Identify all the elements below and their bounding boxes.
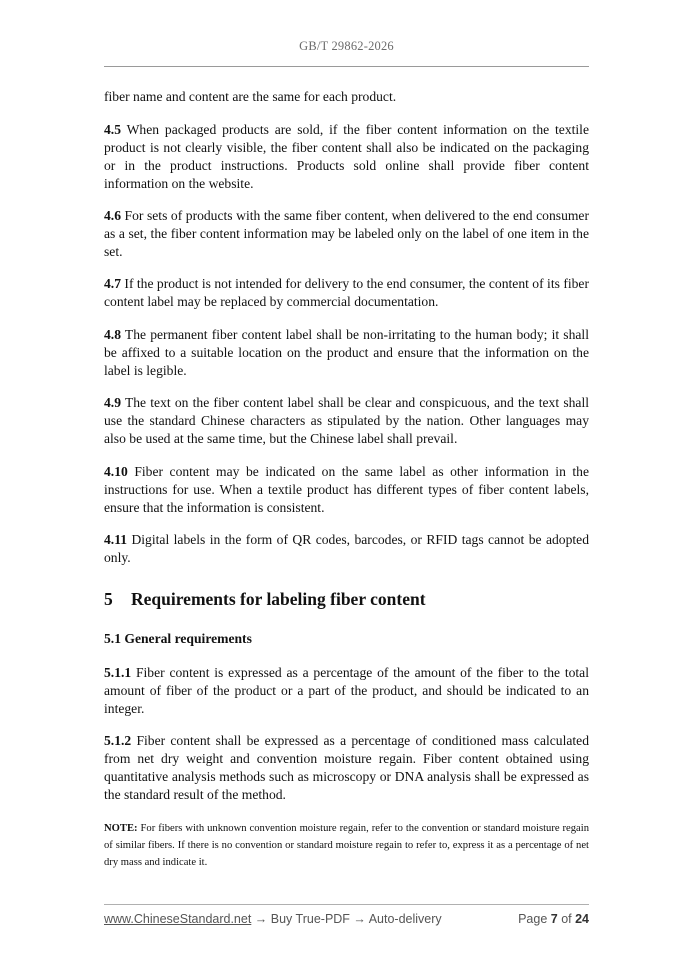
of-word: of xyxy=(557,912,576,926)
page-word: Page xyxy=(518,912,551,926)
page-total: 24 xyxy=(575,912,589,926)
clause-text: Fiber content is expressed as a percentage of the amount of the fiber to the total amount of fiber of the product or a part of the product, and should be indicated to an integer. xyxy=(104,665,589,716)
clause-number: 5.1.2 xyxy=(104,733,132,748)
clause-text: When packaged products are sold, if the fiber content information on the textile product is not clearly visible, the fiber content shall also be indicated on the packaging or in the product instructions. Products sold online shall provide fiber content information on the website. xyxy=(104,122,589,191)
clause-text: If the product is not intended for delivery to the end consumer, the content of its fiber content label may be replaced by commercial documentation. xyxy=(104,276,589,309)
page-indicator xyxy=(518,912,589,926)
clause-4-6 xyxy=(104,207,589,261)
clause-number: 4.9 xyxy=(104,395,121,410)
clause-text: The permanent fiber content label shall be non-irritating to the human body; it shall be affixed to a suitable location on the product and ensure that the information on the label is legible. xyxy=(104,327,589,378)
note-paragraph xyxy=(104,820,589,871)
clause-number: 4.6 xyxy=(104,208,121,223)
header-rule xyxy=(104,66,589,67)
clause-4-5 xyxy=(104,121,589,193)
clause-number: 4.11 xyxy=(104,532,128,547)
page-number: 7 xyxy=(550,912,558,926)
clause-text: Digital labels in the form of QR codes, barcodes, or RFID tags cannot be adopted only. xyxy=(104,532,589,565)
clause-number: 4.8 xyxy=(104,327,121,342)
clause-4-11 xyxy=(104,531,589,567)
clause-number: 5.1.1 xyxy=(104,665,132,680)
paragraph-text: fiber name and content are the same for each product. xyxy=(104,89,397,104)
clause-number: 4.5 xyxy=(104,122,121,137)
paragraph-continuation xyxy=(104,88,589,106)
section-number: 5 xyxy=(104,589,113,609)
clause-4-10 xyxy=(104,463,589,517)
footer-promo-text: → Buy True-PDF → Auto-delivery xyxy=(251,912,442,926)
clause-number: 4.7 xyxy=(104,276,121,291)
clause-4-7 xyxy=(104,275,589,311)
clause-text: For sets of products with the same fiber content, when delivered to the end consumer as a set, the fiber content information may be labeled only on the label of one item in the set. xyxy=(104,208,589,259)
clause-text: Fiber content may be indicated on the same label as other information in the instructions for use. When a textile product has different types of fiber content labels, ensure that the information is consistent. xyxy=(104,464,589,515)
clause-number: 4.10 xyxy=(104,464,128,479)
note-label: NOTE: xyxy=(104,823,138,834)
clause-text: The text on the fiber content label shall be clear and conspicuous, and the text shall use the standard Chinese characters as stipulated by the nation. Other languages may also be used at the same time, but the Chinese label shall prevail. xyxy=(104,395,589,446)
clause-text: Fiber content shall be expressed as a percentage of conditioned mass calculated from net dry weight and convention moisture regain. Fiber content obtained using quantitative analysis methods such as microscopy or DNA analysis shall be expressed as the standard result of the method. xyxy=(104,733,589,802)
footer-rule xyxy=(104,904,589,905)
site-link[interactable]: www.ChineseStandard.net xyxy=(104,912,252,926)
clause-4-8 xyxy=(104,326,589,380)
note-text: For fibers with unknown convention moisture regain, refer to the convention or standard moisture regain of similar fibers. If there is no convention or standard moisture regain to refer to, express it as a percentage of net dry mass and indicate it. xyxy=(104,823,589,868)
section-title: Requirements for labeling fiber content xyxy=(131,589,426,609)
clause-5-1-2 xyxy=(104,732,589,804)
clause-4-9 xyxy=(104,394,589,448)
subsection-heading: 5.1 General requirements xyxy=(104,631,252,646)
running-header: GB/T 29862-2026 xyxy=(299,39,394,53)
section-heading xyxy=(104,589,426,610)
footer-promo xyxy=(104,912,442,926)
clause-5-1-1 xyxy=(104,664,589,718)
